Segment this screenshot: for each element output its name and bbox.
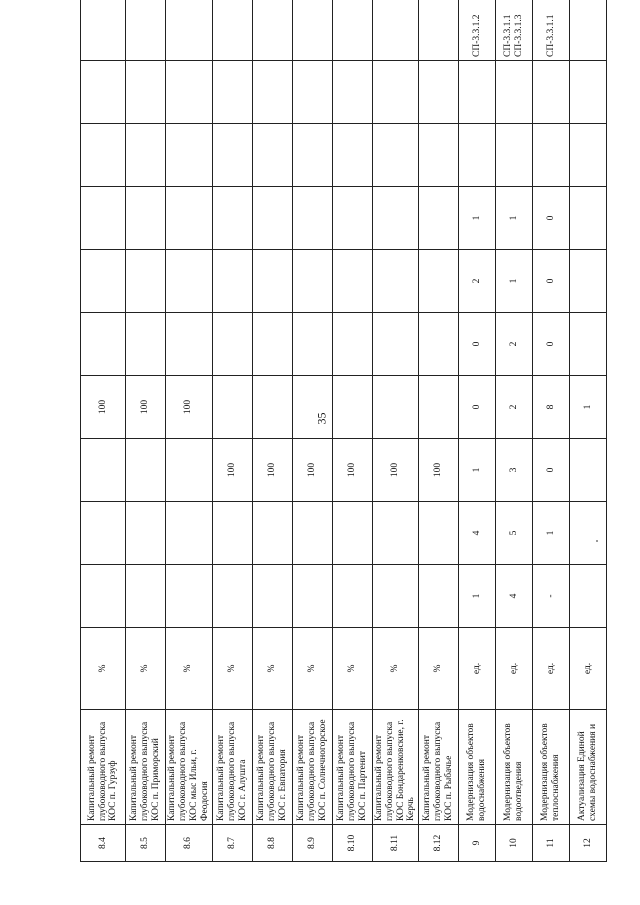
value-cell-v9 <box>570 61 607 124</box>
row-number-cell: 8.5 <box>126 825 166 862</box>
value-cell-v3 <box>166 439 213 502</box>
value-cell-v1: - <box>533 565 570 628</box>
value-cell-v2 <box>372 502 419 565</box>
table-row <box>372 0 419 862</box>
value-cell-v3: 100 <box>252 439 292 502</box>
value-cell-v4 <box>292 376 332 439</box>
code-cell <box>372 0 419 61</box>
table-row <box>126 0 166 862</box>
value-cell-v7: 0 <box>533 187 570 250</box>
code-cell <box>212 0 252 61</box>
value-cell-v1 <box>292 565 332 628</box>
table-row <box>533 0 570 862</box>
value-cell-v9 <box>459 61 496 124</box>
value-cell-v2 <box>126 502 166 565</box>
table-row <box>166 0 213 862</box>
table-body <box>81 0 607 862</box>
value-cell-v3: 1 <box>459 439 496 502</box>
unit-cell: % <box>212 628 252 710</box>
unit-cell: % <box>292 628 332 710</box>
unit-cell: % <box>419 628 459 710</box>
value-cell-v6 <box>372 250 419 313</box>
row-number-cell: 8.9 <box>292 825 332 862</box>
code-label: СП-3.3.1.1 <box>503 14 514 57</box>
value-cell-v4 <box>252 376 292 439</box>
value-cell-v8 <box>419 124 459 187</box>
value-cell-v2 <box>166 502 213 565</box>
code-cell <box>252 0 292 61</box>
unit-cell: % <box>126 628 166 710</box>
value-cell-v5 <box>419 313 459 376</box>
value-cell-v6 <box>419 250 459 313</box>
measure-name-cell: Капитальный ремонт глубоководного выпуска КОС Бондаренковские, г. Керчь <box>372 710 419 825</box>
measure-name-cell: Модернизация объектов теплоснабжения <box>533 710 570 825</box>
unit-cell: % <box>332 628 372 710</box>
value-cell-v8 <box>533 124 570 187</box>
code-cell <box>81 0 126 61</box>
value-cell-v3: 100 <box>372 439 419 502</box>
table-row <box>81 0 126 862</box>
value-cell-v4: 100 <box>81 376 126 439</box>
value-cell-v9 <box>252 61 292 124</box>
value-cell-v4: 100 <box>126 376 166 439</box>
row-number-cell: 8.6 <box>166 825 213 862</box>
value-cell-v4 <box>332 376 372 439</box>
value-cell-v5 <box>81 313 126 376</box>
code-cell <box>332 0 372 61</box>
value-cell-v9 <box>332 61 372 124</box>
value-cell-v8 <box>212 124 252 187</box>
value-cell-v4: 1 <box>570 376 607 439</box>
value-cell-v2: 4 <box>459 502 496 565</box>
value-cell-v5 <box>292 313 332 376</box>
value-cell-v4: 8 <box>533 376 570 439</box>
value-cell-v8 <box>166 124 213 187</box>
table-row <box>419 0 459 862</box>
row-number-cell: 12 <box>570 825 607 862</box>
value-cell-v1: 1 <box>459 565 496 628</box>
unit-cell: ед. <box>570 628 607 710</box>
value-cell-v3 <box>570 439 607 502</box>
code-cell <box>419 0 459 61</box>
measure-name-cell: Капитальный ремонт глубоководного выпуска КОС мыс Ильи, г. Феодосия <box>166 710 213 825</box>
unit-cell: ед. <box>496 628 533 710</box>
measure-name-cell: Капитальный ремонт глубоководного выпуска КОС г. Алушта <box>212 710 252 825</box>
measure-name-cell: Капитальный ремонт глубоководного выпуска КОС п. Рыбачье <box>419 710 459 825</box>
row-number-cell: 9 <box>459 825 496 862</box>
value-cell-v6 <box>332 250 372 313</box>
value-cell-v6: 1 <box>496 250 533 313</box>
value-cell-v8 <box>126 124 166 187</box>
row-number-cell: 10 <box>496 825 533 862</box>
row-number-cell: 8.12 <box>419 825 459 862</box>
row-number-cell: 8.8 <box>252 825 292 862</box>
value-cell-v4: 2 <box>496 376 533 439</box>
code-cell <box>533 0 570 61</box>
unit-cell: ед. <box>459 628 496 710</box>
row-number-cell: 8.10 <box>332 825 372 862</box>
table-row <box>292 0 332 862</box>
value-cell-v5 <box>570 313 607 376</box>
value-cell-v6 <box>212 250 252 313</box>
measure-name-cell: Актуализация Единой схемы водоснабжения и <box>570 710 607 825</box>
code-cell <box>126 0 166 61</box>
value-cell-v4 <box>372 376 419 439</box>
value-cell-v5: 0 <box>459 313 496 376</box>
value-cell-v5 <box>332 313 372 376</box>
measure-name-cell: Модернизация объектов водоснабжения <box>459 710 496 825</box>
value-cell-v7: 1 <box>459 187 496 250</box>
value-cell-v2 <box>212 502 252 565</box>
value-cell-v2: 1 <box>533 502 570 565</box>
value-cell-v4 <box>212 376 252 439</box>
value-cell-v9 <box>533 61 570 124</box>
value-cell-v2: 5 <box>496 502 533 565</box>
value-cell-v8 <box>496 124 533 187</box>
value-cell-v1 <box>81 565 126 628</box>
value-cell-v5 <box>166 313 213 376</box>
page-number: 35 <box>314 412 329 425</box>
measure-name-cell: Капитальный ремонт глубоководного выпуска КОС п. Партенит <box>332 710 372 825</box>
code-label: СП-3.3.1.1 <box>545 14 556 57</box>
value-cell-v2 <box>570 502 607 565</box>
value-cell-v8 <box>81 124 126 187</box>
value-cell-v6: 2 <box>459 250 496 313</box>
value-cell-v9 <box>126 61 166 124</box>
value-cell-v1 <box>332 565 372 628</box>
value-cell-v3 <box>81 439 126 502</box>
unit-cell: % <box>166 628 213 710</box>
value-cell-v6 <box>126 250 166 313</box>
value-cell-v3: 100 <box>419 439 459 502</box>
code-label: СП-3.3.1.3 <box>514 14 525 57</box>
value-cell-v4: 100 <box>166 376 213 439</box>
value-cell-v7 <box>419 187 459 250</box>
value-cell-v6 <box>81 250 126 313</box>
value-cell-v7 <box>81 187 126 250</box>
value-cell-v5 <box>126 313 166 376</box>
value-cell-v8 <box>459 124 496 187</box>
code-label: СП-3.3.1.2 <box>471 14 482 57</box>
value-cell-v5: 2 <box>496 313 533 376</box>
code-cell <box>459 0 496 61</box>
document-table-container <box>80 14 599 862</box>
value-cell-v8 <box>570 124 607 187</box>
document-table <box>80 0 607 862</box>
value-cell-v5 <box>212 313 252 376</box>
value-cell-v1 <box>252 565 292 628</box>
value-cell-v1 <box>419 565 459 628</box>
value-cell-v7 <box>372 187 419 250</box>
value-cell-v1 <box>126 565 166 628</box>
table-row <box>252 0 292 862</box>
value-cell-v7 <box>570 187 607 250</box>
value-cell-v1 <box>372 565 419 628</box>
measure-name-cell: Капитальный ремонт глубоководного выпуска КОС п. Приморский <box>126 710 166 825</box>
value-cell-v9 <box>419 61 459 124</box>
code-cell <box>570 0 607 61</box>
table-row <box>459 0 496 862</box>
table-row <box>570 0 607 862</box>
value-cell-v2 <box>292 502 332 565</box>
value-cell-v2 <box>419 502 459 565</box>
value-cell-v7 <box>212 187 252 250</box>
value-cell-v1 <box>166 565 213 628</box>
unit-cell: % <box>252 628 292 710</box>
value-cell-v3: 100 <box>292 439 332 502</box>
value-cell-v2 <box>252 502 292 565</box>
code-cell <box>292 0 332 61</box>
value-cell-v6 <box>292 250 332 313</box>
value-cell-v3: 100 <box>212 439 252 502</box>
scan-speck <box>596 540 598 542</box>
value-cell-v6: 0 <box>533 250 570 313</box>
value-cell-v6 <box>570 250 607 313</box>
value-cell-v4: 0 <box>459 376 496 439</box>
value-cell-v7 <box>252 187 292 250</box>
value-cell-v8 <box>372 124 419 187</box>
value-cell-v9 <box>292 61 332 124</box>
value-cell-v7 <box>166 187 213 250</box>
row-number-cell: 8.7 <box>212 825 252 862</box>
value-cell-v8 <box>252 124 292 187</box>
row-number-cell: 8.4 <box>81 825 126 862</box>
measure-name-cell: Капитальный ремонт глубоководного выпуска КОС г. Евпатория <box>252 710 292 825</box>
code-cell <box>166 0 213 61</box>
value-cell-v5: 0 <box>533 313 570 376</box>
unit-cell: ед. <box>533 628 570 710</box>
table-row <box>332 0 372 862</box>
value-cell-v3 <box>126 439 166 502</box>
value-cell-v2 <box>81 502 126 565</box>
value-cell-v7 <box>292 187 332 250</box>
value-cell-v1: 4 <box>496 565 533 628</box>
value-cell-v3: 3 <box>496 439 533 502</box>
value-cell-v7: 1 <box>496 187 533 250</box>
value-cell-v1 <box>570 565 607 628</box>
value-cell-v4 <box>419 376 459 439</box>
value-cell-v5 <box>252 313 292 376</box>
unit-cell: % <box>81 628 126 710</box>
value-cell-v2 <box>332 502 372 565</box>
value-cell-v9 <box>81 61 126 124</box>
value-cell-v7 <box>332 187 372 250</box>
value-cell-v8 <box>292 124 332 187</box>
measure-name-cell: Капитальный ремонт глубоководного выпуска КОС п. Гурзуф <box>81 710 126 825</box>
value-cell-v6 <box>166 250 213 313</box>
code-cell <box>496 0 533 61</box>
value-cell-v1 <box>212 565 252 628</box>
value-cell-v9 <box>372 61 419 124</box>
value-cell-v3: 100 <box>332 439 372 502</box>
table-row <box>496 0 533 862</box>
value-cell-v3: 0 <box>533 439 570 502</box>
measure-name-cell: Капитальный ремонт глубоководного выпуска КОС п. Солнечногорское <box>292 710 332 825</box>
value-cell-v9 <box>166 61 213 124</box>
value-cell-v9 <box>496 61 533 124</box>
row-number-cell: 8.11 <box>372 825 419 862</box>
row-number-cell: 11 <box>533 825 570 862</box>
table-row <box>212 0 252 862</box>
unit-cell: % <box>372 628 419 710</box>
value-cell-v7 <box>126 187 166 250</box>
value-cell-v5 <box>372 313 419 376</box>
value-cell-v6 <box>252 250 292 313</box>
value-cell-v9 <box>212 61 252 124</box>
measure-name-cell: Модернизация объектов водоотведения <box>496 710 533 825</box>
value-cell-v8 <box>332 124 372 187</box>
